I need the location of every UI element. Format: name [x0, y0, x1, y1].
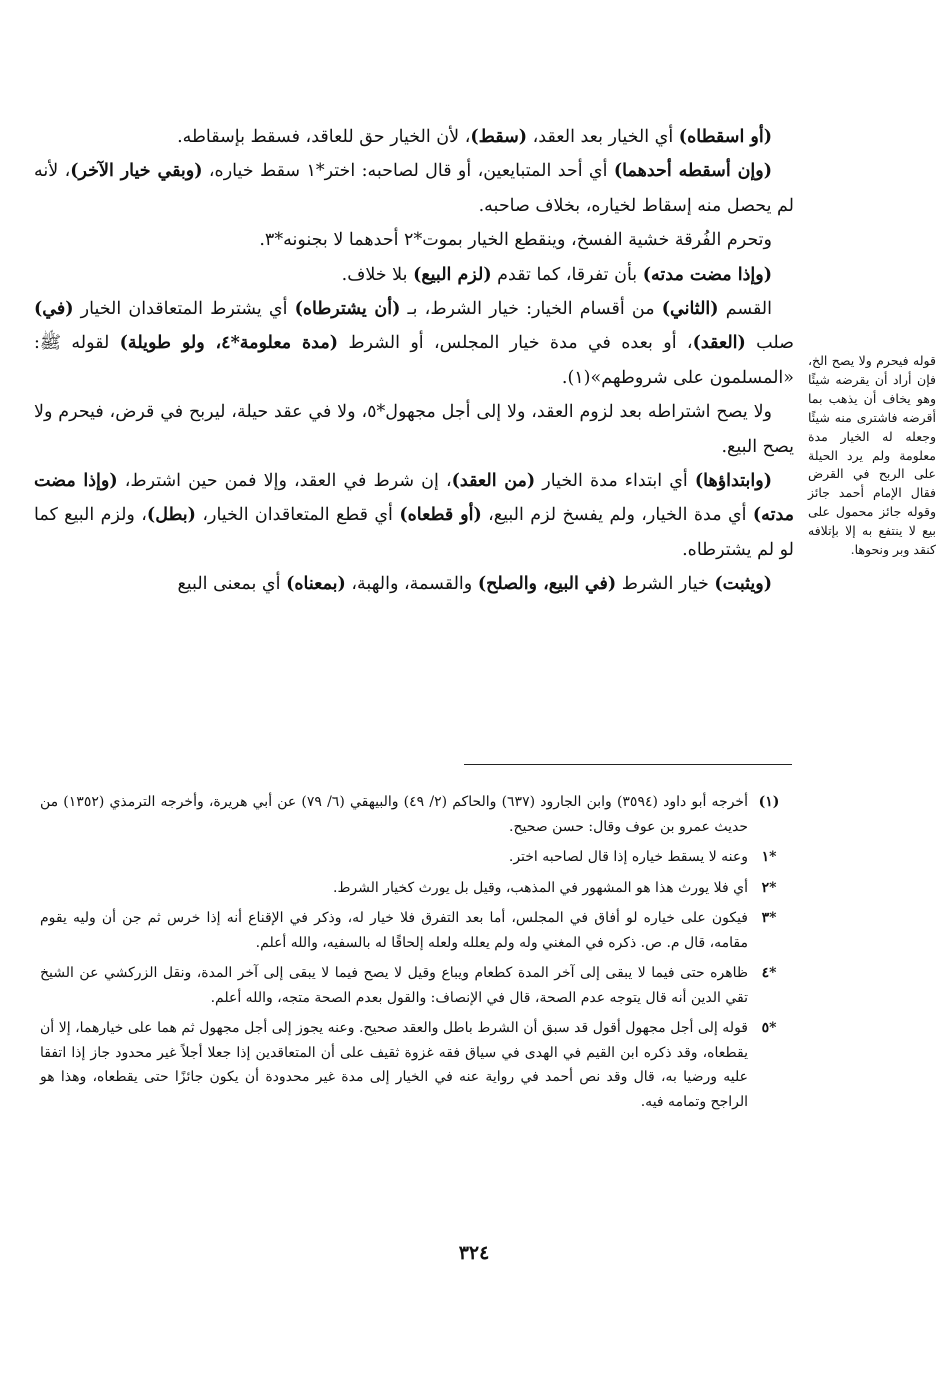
footnote-divider [464, 764, 792, 765]
text-run: بأن تفرقا، كما تقدم [491, 264, 643, 285]
footnote-label: *٥ [761, 1020, 777, 1036]
bold-term: (لزم البيع) [413, 264, 492, 285]
text-run: أي يشترط المتعاقدان الخيار [73, 299, 295, 320]
paragraph-2 [34, 154, 794, 223]
paragraph-4 [34, 258, 794, 292]
paragraph-6 [34, 395, 794, 464]
footnote-text: قوله إلى أجل مجهول أقول قد سبق أن الشرط باطل والعقد صحيح. وعنه يجوز إلى أجل مجهول ثم هما على خيارهما، إلا أن يقطعاه، وقد ذكره ابن القيم في الهدى في سياق فقه غزوة ثقيف على أن المتعاقدين إذا جعلا أجلاً غير محدود جاز إذا اتفقا عليه ورضيا به، قال وقد نص أحمد في رواية عنه في الخيار إلى مدة غير محدودة أن يكون جائزًا حتى يقطعاه، وهذا هو الراجح وتمامه فيه. [40, 1020, 748, 1110]
paragraph-7 [34, 464, 794, 567]
bold-term: (وإن أسقطه أحدهما) [613, 161, 773, 182]
text-run: ، لأنه لم يحصل منه إسقاط لخياره، بخلاف صاحبه. [34, 161, 794, 216]
bold-term: (في) [34, 299, 74, 320]
footnote-text: فيكون على خياره لو أفاق في المجلس، أما بعد التفرق فلا خيار له، وذكر في الإقناع أنه إذا خرس ثم جن أن وليه يقوم مقامه، قال م. ص. ذكره في المغني وله ولم يعلله ولعله إلحاقًا له بالسفيه، والله أعلم. [40, 910, 748, 951]
text-run: ، لأن الخيار حق للعاقد، فسقط بإسقاطه. [177, 127, 471, 147]
footnote [40, 1016, 790, 1114]
footnote [40, 790, 790, 839]
paragraph-5 [34, 292, 794, 395]
page-number: ٣٢٤ [458, 1242, 490, 1264]
bold-term: (ويثبت) [714, 574, 772, 595]
bold-term: (بمعناه) [286, 574, 346, 595]
text-run: صلب [745, 333, 795, 354]
footnote [40, 845, 790, 870]
text-run: أي قطع المتعاقدان الخيار، [195, 505, 400, 526]
text-run: القسم [718, 299, 772, 320]
text-run: ولا يصح اشتراطه بعد لزوم العقد، ولا إلى أجل مجهول*٥، ولا في عقد حيلة، ليربح في قرض، فيحرم ولا يصح البيع. [34, 402, 794, 457]
text-run: أي الخيار بعد العقد، [527, 127, 679, 147]
bold-term: (مدة معلومة*٤، ولو طويلة) [119, 333, 339, 354]
paragraph-1 [34, 120, 794, 154]
main-text [34, 120, 794, 602]
footnote-text: وعنه لا يسقط خياره إذا قال لصاحبه اختر. [508, 849, 748, 865]
bold-term: (الثاني) [661, 299, 719, 320]
bold-term: (أو اسقطاه) [678, 127, 772, 147]
text-run: أي أحد المتبايعين، أو قال لصاحبه: اختر*١ سقط خياره، [202, 161, 614, 182]
text-run: أي بمعنى البيع [177, 574, 287, 595]
bold-term: (سقط) [470, 127, 528, 147]
footnote-label: *٤ [761, 965, 777, 981]
text-run: أي مدة الخيار، ولم يفسخ لزم البيع، [481, 505, 753, 526]
text-run: لقوله ﷺ: «المسلمون على شروطهم»(١). [34, 333, 794, 388]
text-run: من أقسام الخيار: خيار الشرط، بـ [400, 299, 662, 320]
paragraph-8 [34, 567, 794, 601]
text-run: والقسمة، والهبة، [345, 574, 478, 595]
text-run: وتحرم الفُرقة خشية الفسخ، وينقطع الخيار بموت*٢ أحدهما لا بجنونه*٣. [259, 230, 772, 251]
text-run: خيار الشرط [616, 574, 715, 595]
footnote-text: أخرجه أبو داود (٣٥٩٤) وابن الجارود (٦٣٧) والحاكم (٢/ ٤٩) والبيهقي (٦/ ٧٩) عن أبي هريرة، وأخرجه الترمذي (١٣٥٢) من حديث عمرو بن عوف وقال: حسن صحيح. [40, 794, 748, 835]
bold-term: (بطل) [146, 505, 196, 526]
footnote-label: (١) [758, 794, 780, 810]
margin-note: قوله فيحرم ولا يصح الخ، فإن أراد أن يقرضه شيئًا وهو يخاف أن يذهب بما أقرضه فاشترى منه شيئًا وجعله له الخيار مدة معلومة ولم يرد الحيلة على الربح في القرض فقال الإمام أحمد جائز وقوله جائز محمول على بيع لا ينتفع به إلا بإتلافه كنقد وبر ونحوها. [808, 353, 936, 558]
footnote [40, 906, 790, 955]
text-run: بلا خلاف. [341, 264, 414, 285]
bold-term: (في البيع، والصلح) [477, 574, 617, 595]
footnotes [40, 790, 790, 1120]
bold-term: (من العقد) [451, 471, 536, 492]
text-run: ، أو بعده في مدة خيار المجلس، أو الشرط [338, 333, 693, 354]
footnote-label: *٢ [761, 879, 777, 896]
footnote-label: *١ [761, 849, 777, 865]
bold-term: (العقد) [692, 333, 746, 354]
paragraph-3 [34, 223, 794, 257]
text-run: ، ولزم البيع كما لو لم يشترطاه. [34, 505, 794, 560]
bold-term: (وابتداؤها) [694, 471, 772, 492]
bold-term: (وبقي خيار الآخر) [70, 161, 203, 182]
footnote [40, 961, 790, 1010]
footnote [40, 876, 790, 901]
footnote-text: أي فلا يورث هذا هو المشهور في المذهب، وقيل بل يورث كخيار الشرط. [333, 879, 748, 896]
text-run: أي ابتداء مدة الخيار [535, 471, 695, 492]
bold-term: (أو قطعاه) [399, 505, 482, 526]
footnote-label: *٣ [761, 910, 777, 926]
text-run: ، إن شرط في العقد، وإلا فمن حين اشترط، [117, 471, 452, 492]
bold-term: (وإذا مضت مدته) [34, 471, 794, 526]
bold-term: (أن يشترطاه) [294, 299, 401, 320]
bold-term: (وإذا مضت مدته) [642, 264, 772, 285]
footnote-text: ظاهره حتى فيما لا يبقى إلى آخر المدة كطعام ويباع وقيل لا يصح فيما لا يبقى إلى آخر المدة، ونقل الزركشي عن الشيخ تقي الدين أنه قال يتوجه عدم الصحة، قال في الإنصاف: والقول بعدم الصحة متجه، والله أعلم. [40, 965, 748, 1006]
